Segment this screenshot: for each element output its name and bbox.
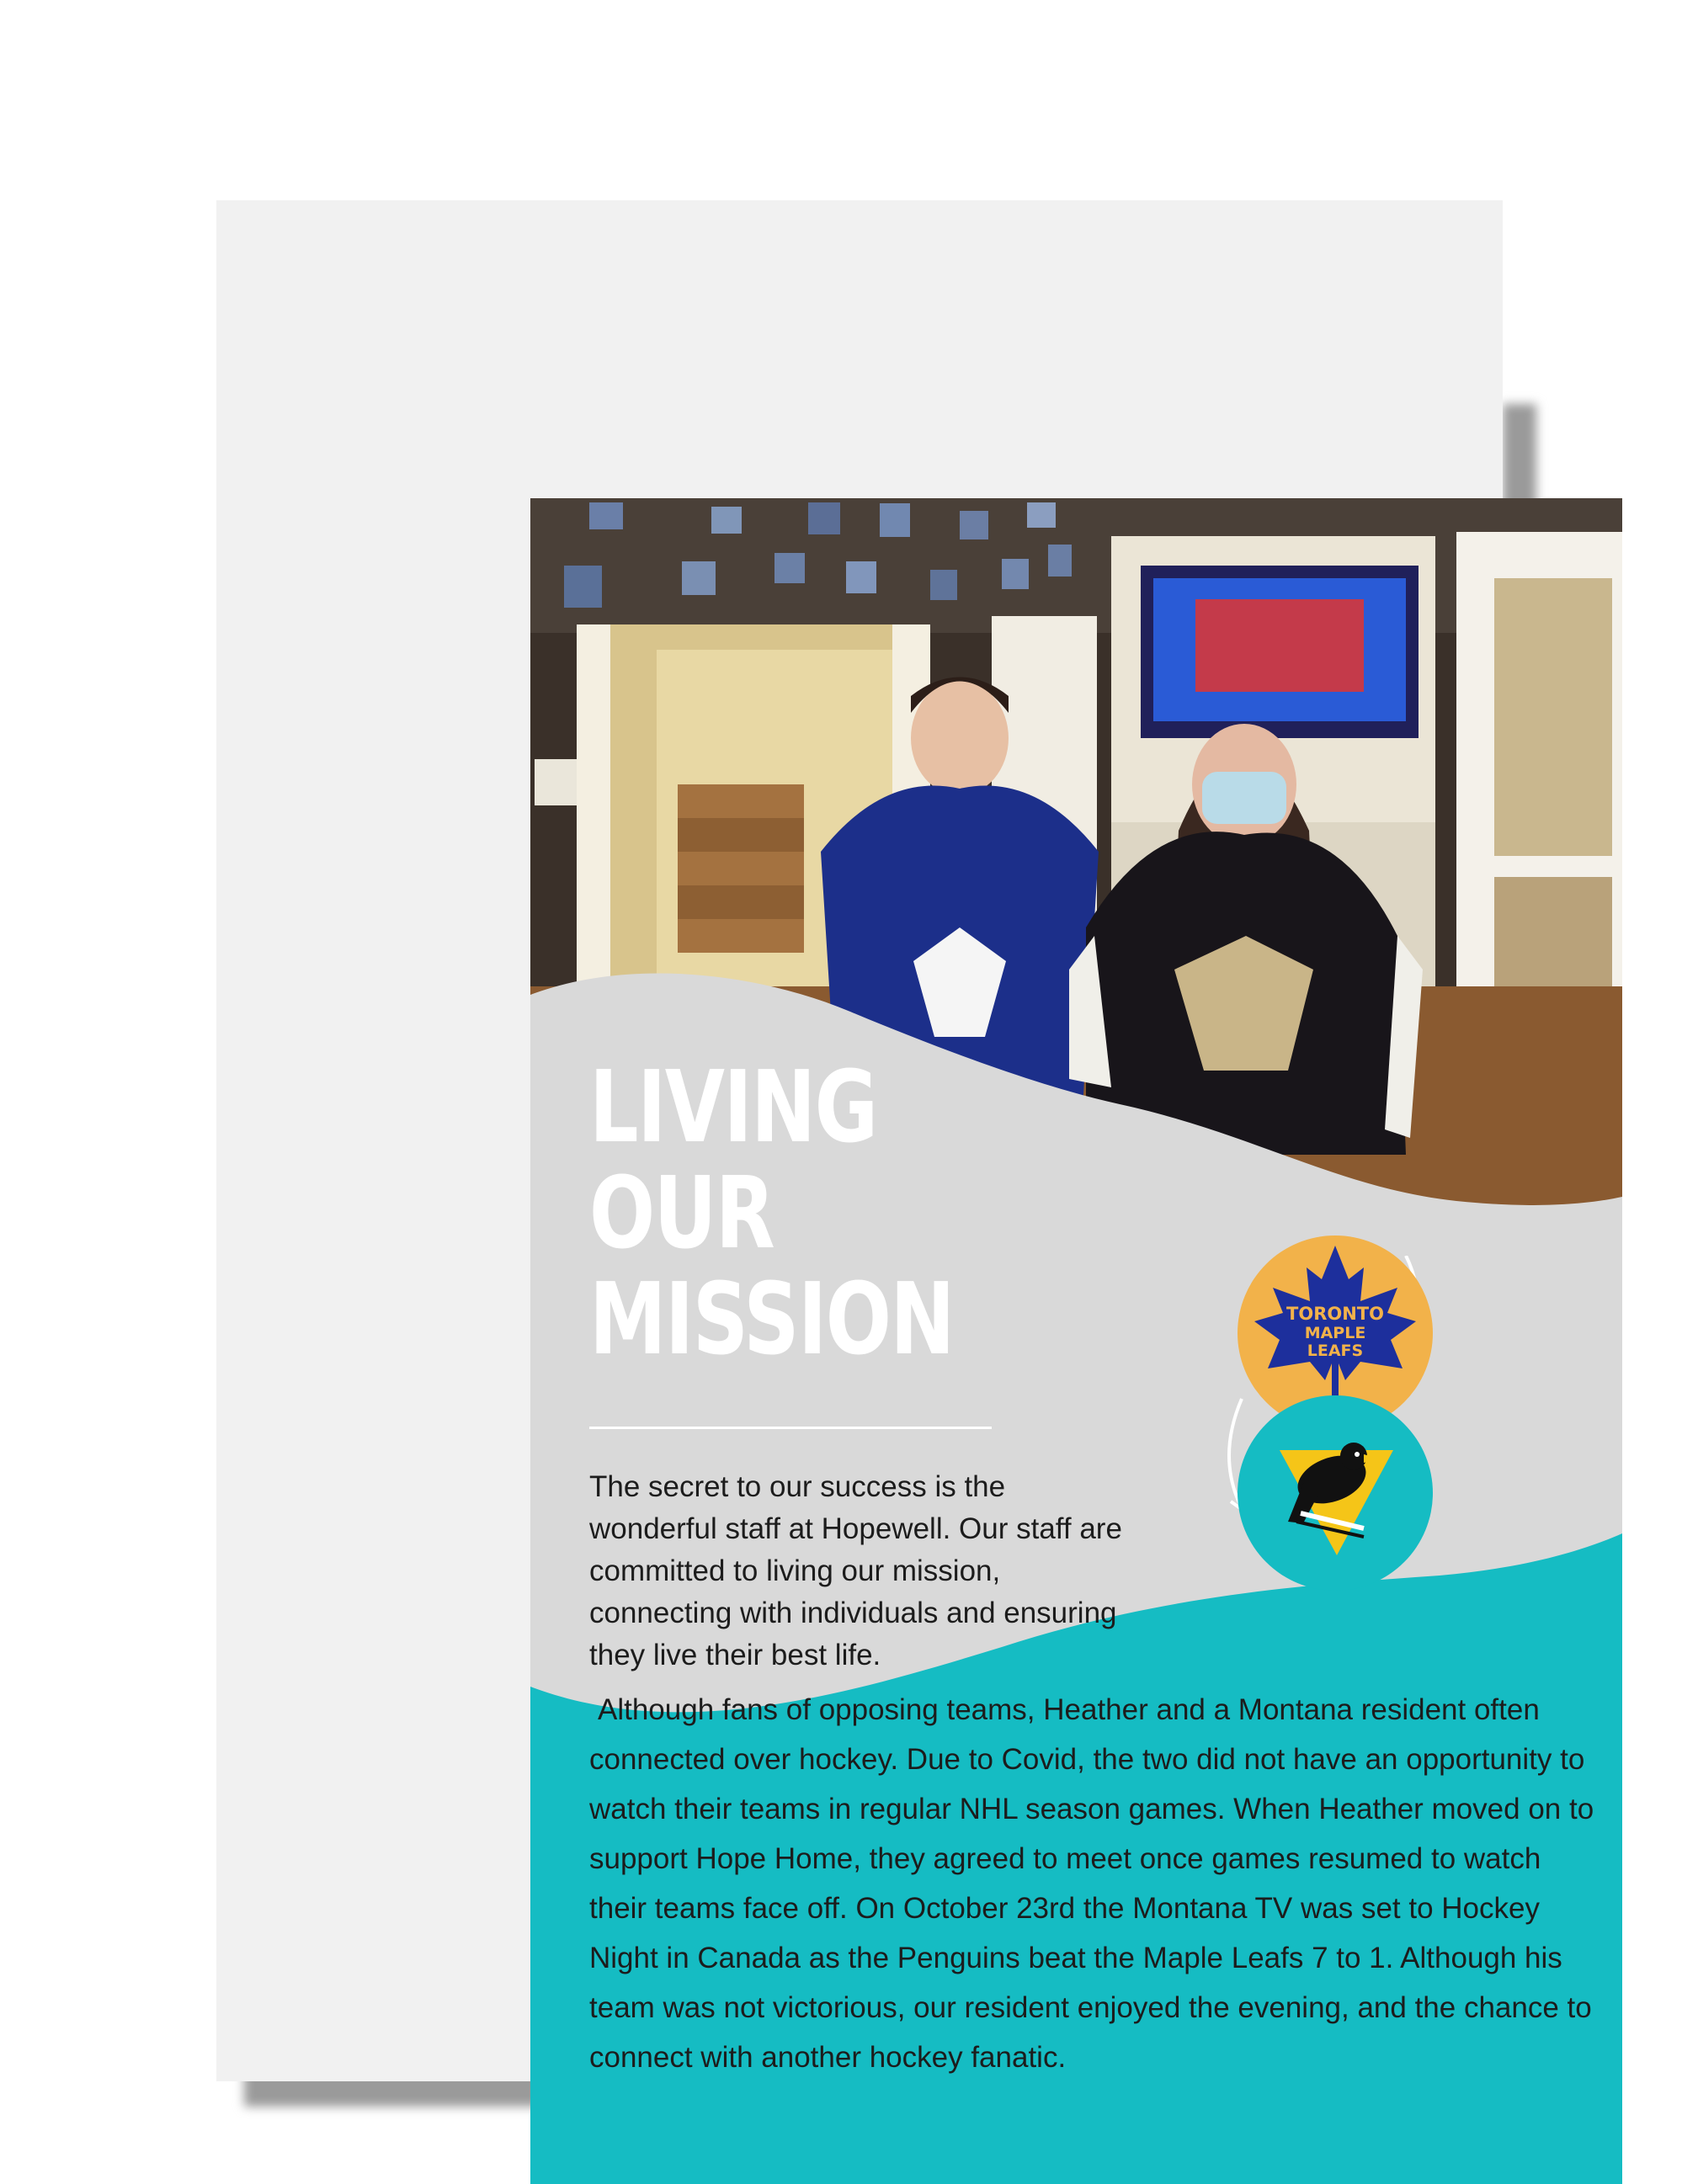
leafs-logo-line-1: TORONTO [1286, 1304, 1384, 1324]
page-title [589, 1049, 954, 1377]
penguins-logo [1238, 1395, 1433, 1591]
title-line-1: LIVING [589, 1049, 877, 1165]
story-paragraph: Although fans of opposing teams, Heather and a Montana resident often connected over hockey. Due to Covid, the two did not have an opportunity to watch their teams in regular NHL season games. When Heather moved on to support Hope Home, they agreed to meet once games resumed to watch their teams face off. On October 23rd the Montana TV was set to Hockey Night in Canada as the Penguins beat the Maple Leafs 7 to 1. Although his team was not victorious, our resident enjoyed the evening, and the chance to connect with another hockey fanatic. [589, 1693, 1594, 2074]
title-divider [589, 1427, 992, 1429]
penguin-icon [1238, 1395, 1433, 1591]
title-line-3: MISSION [589, 1261, 954, 1377]
title-line-2: OUR [589, 1155, 774, 1271]
page-frame [216, 200, 1594, 2081]
intro-paragraph: The secret to our success is the wonderful staff at Hopewell. Our staff are committed to living our mission, connecting with individuals and ensuring they live their best life. [589, 1470, 1122, 1671]
content-panel [530, 498, 1622, 2184]
leafs-logo-line-2: MAPLE [1304, 1324, 1366, 1342]
leafs-logo-line-3: LEAFS [1307, 1342, 1364, 1360]
